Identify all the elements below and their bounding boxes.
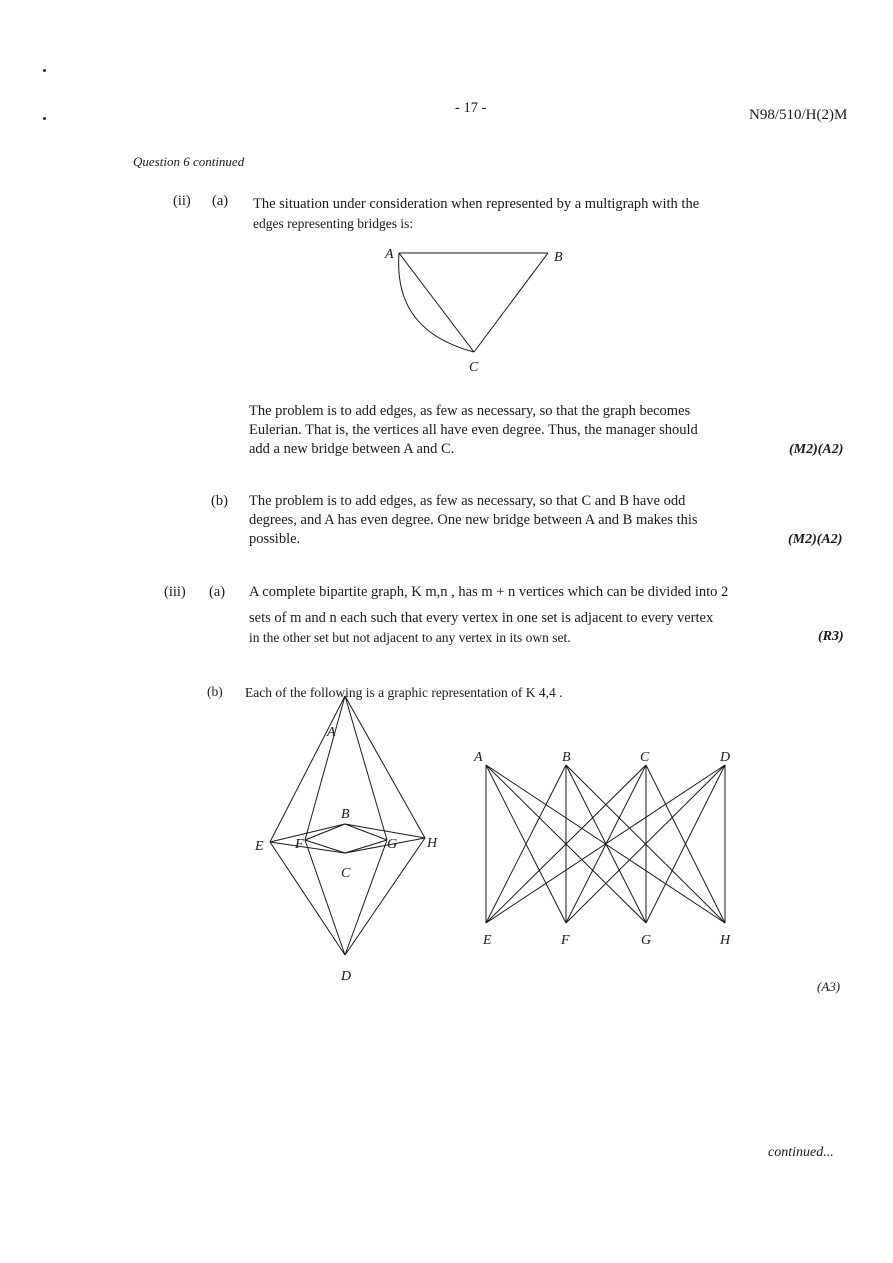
part-ii-a-mark: (M2)(A2) bbox=[789, 442, 844, 457]
part-ii-a-explanation bbox=[249, 402, 779, 459]
k44-diamond-graph bbox=[245, 690, 455, 990]
vertex-c-label: C bbox=[469, 360, 479, 375]
bipartite-vertex-g: G bbox=[641, 933, 652, 948]
scan-speck bbox=[43, 117, 46, 120]
edge-b-c bbox=[474, 253, 548, 352]
scan-speck bbox=[43, 69, 46, 72]
iii-a-line-3: in the other set but not adjacent to any vertex in its own set. bbox=[249, 630, 571, 645]
b-line-1: The problem is to add edges, as few as necessary, so that C and B have odd bbox=[249, 493, 686, 509]
part-ii-b-mark: (M2)(A2) bbox=[788, 532, 843, 547]
part-iii-b-label: (b) bbox=[207, 684, 223, 699]
bridge-multigraph bbox=[370, 240, 580, 380]
bipartite-vertex-a: A bbox=[474, 750, 483, 765]
iii-a-line-2: sets of m and n each such that every vertex in one set is adjacent to every vertex bbox=[249, 610, 714, 626]
part-iii-b-text: Each of the following is a graphic representation of K 4,4 . bbox=[245, 685, 563, 700]
diamond-vertex-d: D bbox=[341, 969, 352, 984]
vertex-a-label: A bbox=[385, 247, 394, 262]
bipartite-vertex-f: F bbox=[561, 933, 570, 948]
part-iii-b-mark: (A3) bbox=[817, 979, 841, 994]
k44-diamond-edges bbox=[270, 696, 425, 955]
continued-footer: continued... bbox=[768, 1145, 834, 1160]
page-number: - 17 - bbox=[455, 100, 487, 116]
diamond-vertex-c: C bbox=[341, 866, 351, 881]
edge-a-c-straight bbox=[399, 253, 474, 352]
part-iii-a-text bbox=[249, 583, 779, 647]
bipartite-vertex-e: E bbox=[483, 933, 492, 948]
question-label: Question 6 continued bbox=[133, 154, 245, 169]
part-ii-b-label: (b) bbox=[211, 493, 228, 509]
vertex-b-label: B bbox=[554, 250, 563, 265]
b-line-2: degrees, and A has even degree. One new bridge between A and B makes this bbox=[249, 512, 698, 528]
explain-line-3: add a new bridge between A and C. bbox=[249, 441, 455, 457]
part-iii-a-mark: (R3) bbox=[818, 629, 844, 644]
diamond-vertex-b: B bbox=[341, 807, 350, 822]
part-ii-a-label: (a) bbox=[212, 193, 229, 209]
bipartite-vertex-d: D bbox=[720, 750, 731, 765]
explain-line-2: Eulerian. That is, the vertices all have even degree. Thus, the manager should bbox=[249, 422, 698, 438]
part-iii-a-label: (a) bbox=[209, 584, 226, 600]
explain-line-1: The problem is to add edges, as few as necessary, so that the graph becomes bbox=[249, 403, 691, 419]
k44-bipartite-graph bbox=[470, 745, 750, 950]
part-ii-a-intro bbox=[253, 195, 773, 233]
part-iii-number: (iii) bbox=[164, 584, 186, 600]
bipartite-vertex-b: B bbox=[562, 750, 571, 765]
part-ii-number: (ii) bbox=[173, 193, 191, 209]
intro-line-2: edges representing bridges is: bbox=[253, 216, 414, 231]
diamond-vertex-f: F bbox=[295, 837, 304, 852]
bipartite-vertex-c: C bbox=[640, 750, 650, 765]
diamond-vertex-g: G bbox=[387, 837, 398, 852]
diamond-vertex-h: H bbox=[427, 836, 438, 851]
diamond-vertex-e: E bbox=[255, 839, 264, 854]
bipartite-vertex-h: H bbox=[720, 933, 731, 948]
iii-a-line-1: A complete bipartite graph, K m,n , has m + n vertices which can be divided into 2 bbox=[249, 584, 729, 600]
part-ii-b-text bbox=[249, 492, 779, 549]
b-line-3: possible. bbox=[249, 531, 301, 547]
diamond-vertex-a: A bbox=[327, 725, 336, 740]
document-code: N98/510/H(2)M bbox=[749, 107, 848, 123]
k44-bipartite-edges bbox=[486, 765, 725, 923]
intro-line-1: The situation under consideration when represented by a multigraph with the bbox=[253, 196, 700, 212]
